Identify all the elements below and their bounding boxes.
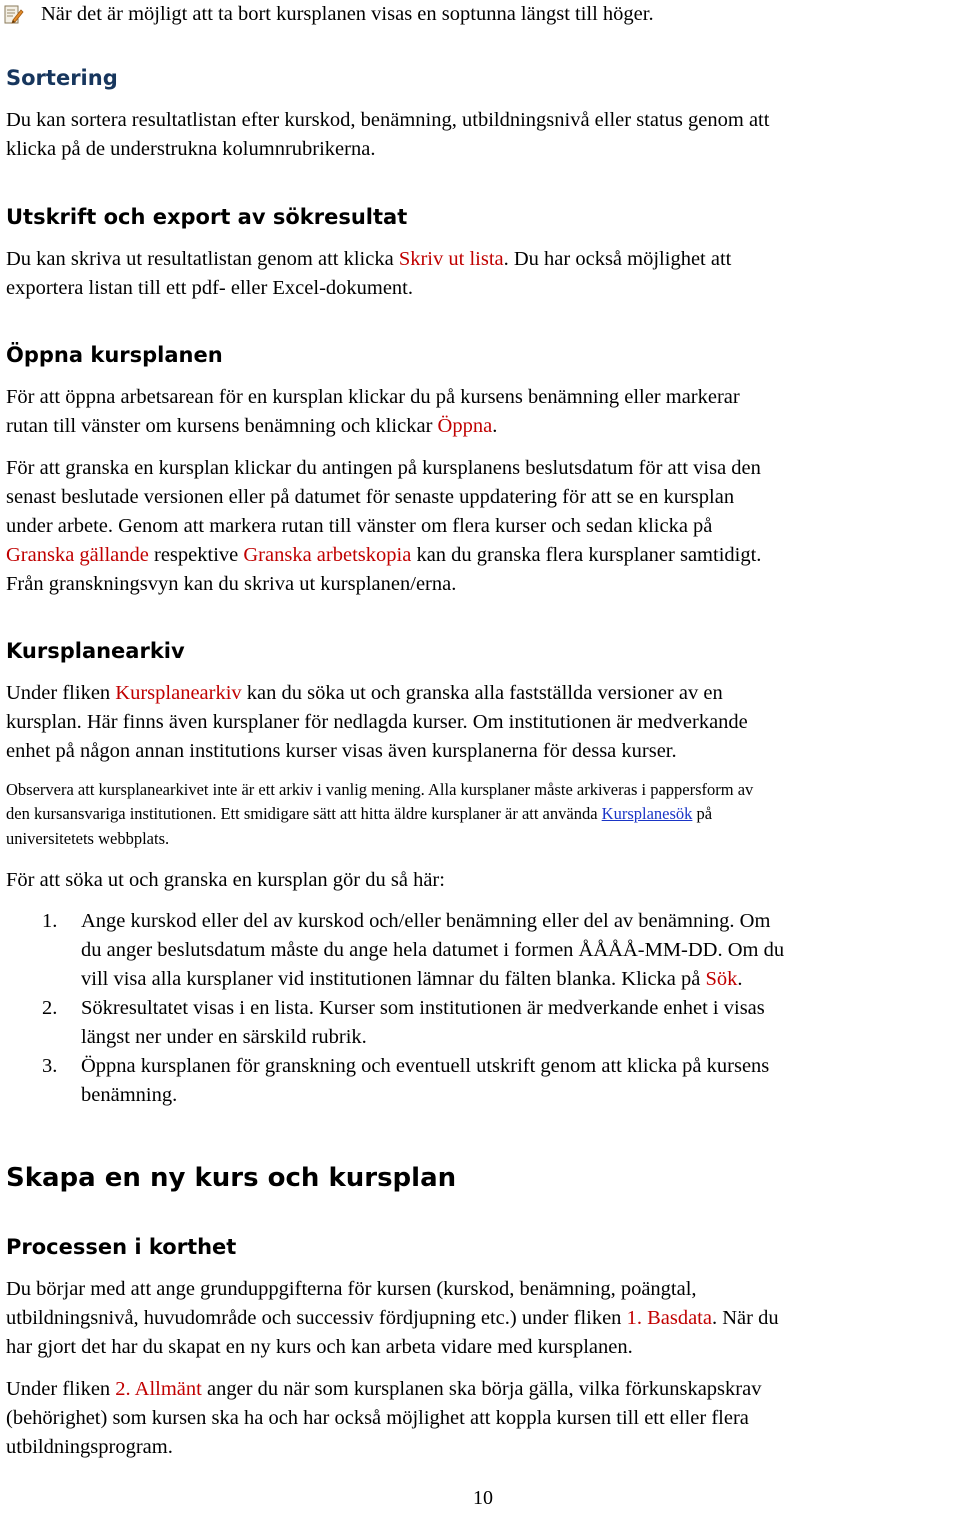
utskrift-line-2: exportera listan till ett pdf- eller Excel-dokument. (6, 277, 414, 299)
oppna-text-post: . (492, 415, 498, 437)
search-intro: För att söka ut och granska en kursplan gör du så här: (6, 869, 445, 891)
skapa-p1-line-2 (6, 1304, 779, 1333)
skapa-p1-line-1: Du börjar med att ange grunduppgifterna för kursen (kurskod, benämning, poängtal, (6, 1278, 697, 1300)
skapa-p1-line-3: har gjort det har du skapat en ny kurs och kan arbeta vidare med kursplanen. (6, 1336, 633, 1358)
intro-line: När det är möjligt att ta bort kursplanen visas en soptunna längst till höger. (41, 3, 654, 25)
step-number: 1. (42, 910, 58, 932)
page-number: 10 (473, 1487, 493, 1509)
utskrift-text-pre: Du kan skriva ut resultatlistan genom att klicka (6, 248, 399, 270)
kursplanesok-link[interactable]: Kursplanesök (601, 804, 693, 823)
document-edit-icon (4, 3, 24, 25)
oppna-p2-line-2: senast beslutade versionen eller på datumet för senaste uppdatering för att se en kursplan (6, 486, 735, 508)
step-number: 2. (42, 997, 58, 1019)
arkiv-p1-line-2: kursplan. Här finns även kursplaner för nedlagda kurser. Om institutionen är medverkande (6, 711, 748, 733)
steps-list (6, 907, 960, 1110)
step-3-line-2: benämning. (81, 1084, 178, 1106)
arkiv-note-line-3: universitetets webbplats. (6, 829, 170, 848)
sortering-line-2: klicka på de understrukna kolumnrubrikerna. (6, 138, 376, 160)
skapa-p2-post: anger du när som kursplanen ska börja gälla, vilka förkunskapskrav (201, 1378, 762, 1400)
heading-skapa: Skapa en ny kurs och kursplan (6, 1163, 457, 1193)
skapa-p2-line-3: utbildningsprogram. (6, 1436, 173, 1458)
skapa-p1-post: . När du (711, 1307, 779, 1329)
heading-utskrift: Utskrift och export av sökresultat (6, 205, 408, 229)
granska-arbetskopia-link[interactable]: Granska arbetskopia (243, 544, 412, 566)
oppna-p2-line-1: För att granska en kursplan klickar du antingen på kursplanens beslutsdatum för att visa den (6, 457, 761, 479)
sok-link[interactable]: Sök (705, 968, 738, 990)
skapa-p2-pre: Under fliken (6, 1378, 116, 1400)
allmant-link[interactable]: 2. Allmänt (115, 1378, 202, 1400)
oppna-p2-line-4 (6, 541, 761, 570)
oppna-p2-line-3: under arbete. Genom att markera rutan till vänster om flera kurser och sedan klicka på (6, 515, 713, 537)
arkiv-text-pre: Under fliken (6, 682, 116, 704)
basdata-link[interactable]: 1. Basdata (626, 1307, 712, 1329)
heading-kursplanearkiv: Kursplanearkiv (6, 639, 185, 663)
list-item (6, 994, 960, 1052)
oppna-text-pre: rutan till vänster om kursens benämning och klickar (6, 415, 438, 437)
kursplanearkiv-link[interactable]: Kursplanearkiv (115, 682, 242, 704)
heading-processen: Processen i korthet (6, 1235, 237, 1259)
skapa-p2-line-2: (behörighet) som kursen ska ha och har också möjlighet att koppla kursen till ett eller flera (6, 1407, 749, 1429)
arkiv-text-post: kan du söka ut och granska alla fastställda versioner av en (241, 682, 723, 704)
step-2-line-2: längst ner under en särskild rubrik. (81, 1026, 367, 1048)
oppna-link[interactable]: Öppna (437, 415, 493, 437)
heading-sortering: Sortering (6, 66, 118, 90)
step-number: 3. (42, 1055, 58, 1077)
step-1-line-2: du anger beslutsdatum måste du ange hela datumet i formen ÅÅÅÅ-MM-DD. Om du (81, 939, 785, 961)
step-3-line-1: Öppna kursplanen för granskning och eventuell utskrift genom att klicka på kursens (81, 1055, 770, 1077)
list-item (6, 907, 960, 994)
oppna-p2-post: kan du granska flera kursplaner samtidigt. (411, 544, 762, 566)
step-1-post: . (737, 968, 743, 990)
arkiv-note-line-2 (6, 802, 712, 827)
list-item (6, 1052, 960, 1110)
arkiv-p1-line-3: enhet på någon annan institutions kurser visas även kursplanerna för dessa kurser. (6, 740, 677, 762)
step-1-line-1: Ange kurskod eller del av kurskod och/eller benämning eller del av benämning. Om (81, 910, 771, 932)
utskrift-text-post: . Du har också möjlighet att (503, 248, 732, 270)
utskrift-line-1 (6, 245, 731, 274)
oppna-p2-line-5: Från granskningsvyn kan du skriva ut kursplanen/erna. (6, 573, 457, 595)
granska-gallande-link[interactable]: Granska gällande (6, 544, 149, 566)
skapa-p1-pre: utbildningsnivå, huvudområde och successiv fördjupning etc.) under fliken (6, 1307, 627, 1329)
arkiv-note-post: på (692, 804, 713, 823)
sortering-line-1: Du kan sortera resultatlistan efter kurskod, benämning, utbildningsnivå eller status genom att (6, 109, 770, 131)
arkiv-p1-line-1 (6, 679, 723, 708)
arkiv-note-line-1: Observera att kursplanearkivet inte är ett arkiv i vanlig mening. Alla kursplaner måste arkiveras i pappersform av (6, 780, 754, 799)
oppna-p2-mid: respektive (148, 544, 244, 566)
heading-oppna: Öppna kursplanen (6, 343, 223, 367)
skriv-ut-lista-link[interactable]: Skriv ut lista (398, 248, 504, 270)
arkiv-note-pre: den kursansvariga institutionen. Ett smidigare sätt att hitta äldre kursplaner är att använda (6, 804, 602, 823)
step-2-line-1: Sökresultatet visas i en lista. Kurser som institutionen är medverkande enhet i visas (81, 997, 765, 1019)
step-1-pre: vill visa alla kursplaner vid institutionen lämnar du fälten blanka. Klicka på (81, 968, 706, 990)
skapa-p2-line-1 (6, 1375, 761, 1404)
oppna-p1-line-2 (6, 412, 497, 441)
oppna-p1-line-1: För att öppna arbetsarean för en kursplan klickar du på kursens benämning eller markerar (6, 386, 740, 408)
step-1-line-3 (81, 965, 960, 994)
